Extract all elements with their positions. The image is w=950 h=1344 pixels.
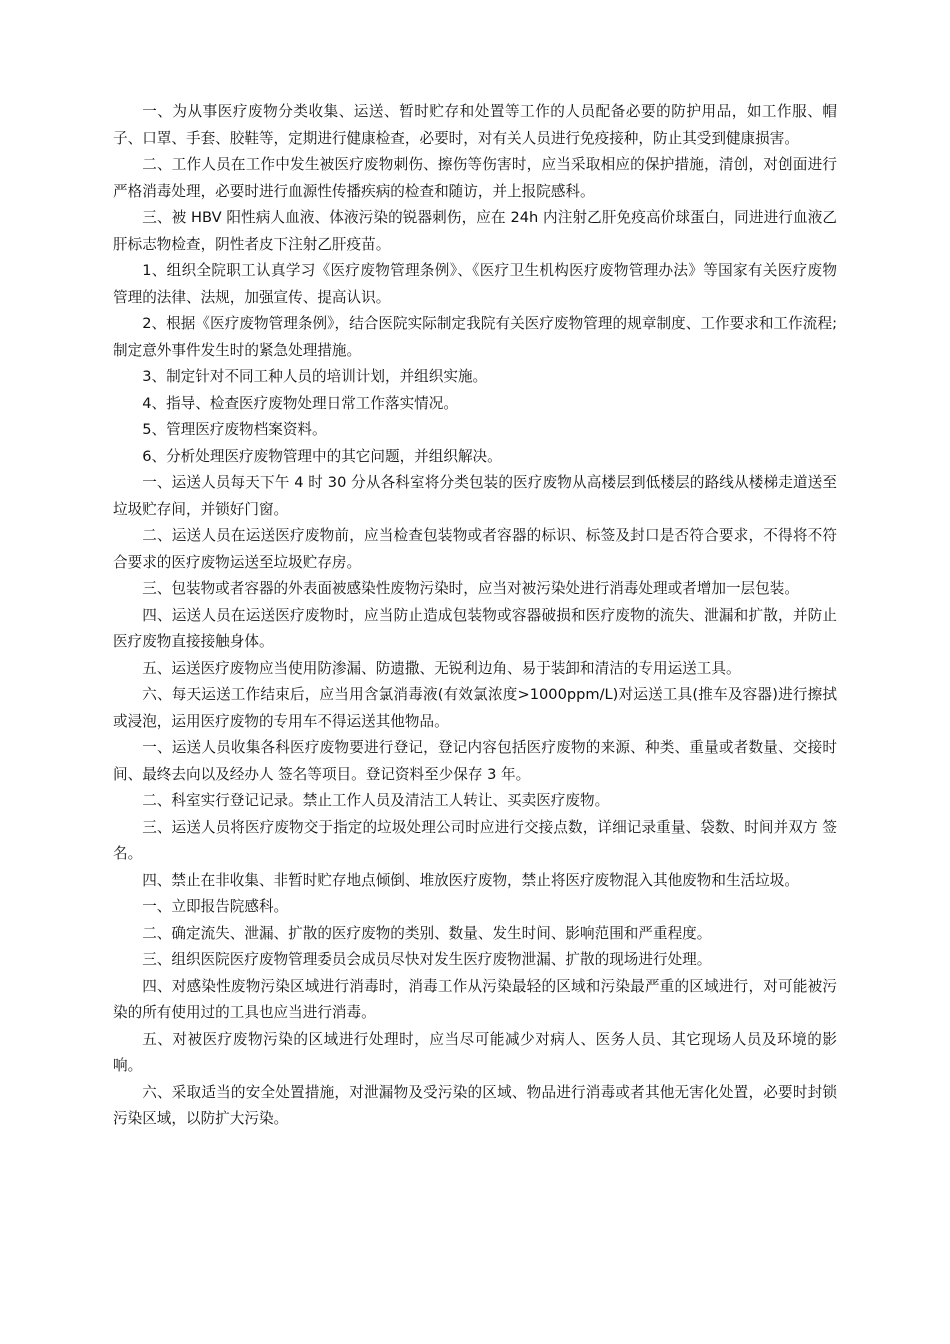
- paragraph: 二、确定流失、泄漏、扩散的医疗废物的类别、数量、发生时间、影响范围和严重程度。: [142, 924, 712, 942]
- paragraph: 三、被 HBV 阳性病人血液、体液污染的锐器刺伤，应在 24h 内注射乙肝免疫高价球蛋白，同进进行血液乙肝标志物检查，阴性者皮下注射乙肝疫苗。: [113, 209, 837, 253]
- paragraph: 六、采取适当的安全处置措施，对泄漏物及受污染的区域、物品进行消毒或者其他无害化处置，必要时封锁污染区域，以防扩大污染。: [113, 1083, 837, 1127]
- paragraph: 2、根据《医疗废物管理条例》，结合医院实际制定我院有关医疗废物管理的规章制度、工作要求和工作流程;制定意外事件发生时的紧急处理措施。: [113, 315, 837, 359]
- paragraph: 六、每天运送工作结束后，应当用含氯消毒液(有效氯浓度>1000ppm/L)对运送工具(推车及容器)进行擦拭或浸泡，运用医疗废物的专用车不得运送其他物品。: [113, 686, 837, 730]
- paragraph: 一、运送人员收集各科医疗废物要进行登记，登记内容包括医疗废物的来源、种类、重量或者数量、交接时间、最终去向以及经办人 签名等项目。登记资料至少保存 3 年。: [113, 739, 837, 783]
- paragraph: 三、运送人员将医疗废物交于指定的垃圾处理公司时应进行交接点数，详细记录重量、袋数、时间并双方 签名。: [113, 818, 837, 862]
- paragraph: 二、工作人员在工作中发生被医疗废物刺伤、擦伤等伤害时，应当采取相应的保护措施，清创，对创面进行严格消毒处理，必要时进行血源性传播疾病的检查和随访，并上报院感科。: [113, 156, 837, 200]
- paragraph: 5、管理医疗废物档案资料。: [142, 421, 327, 438]
- paragraph: 三、组织医院医疗废物管理委员会成员尽快对发生医疗废物泄漏、扩散的现场进行处理。: [142, 951, 712, 968]
- paragraph: 3、制定针对不同工种人员的培训计划，并组织实施。: [142, 368, 488, 385]
- paragraph: 四、对感染性废物污染区域进行消毒时，消毒工作从污染最轻的区域和污染最严重的区域进行，对可能被污染的所有使用过的工具也应当进行消毒。: [113, 977, 837, 1021]
- paragraph: 二、科室实行登记记录。禁止工作人员及清洁工人转让、买卖医疗废物。: [142, 792, 610, 809]
- paragraph: 四、运送人员在运送医疗废物时，应当防止造成包装物或容器破损和医疗废物的流失、泄漏和扩散，并防止医疗废物直接接触身体。: [113, 606, 837, 650]
- paragraph: 五、对被医疗废物污染的区域进行处理时，应当尽可能减少对病人、医务人员、其它现场人员及环境的影响。: [113, 1030, 837, 1074]
- paragraph: 二、运送人员在运送医疗废物前，应当检查包装物或者容器的标识、标签及封口是否符合要求，不得将不符合要求的医疗废物运送至垃圾贮存房。: [113, 527, 837, 571]
- paragraph: 一、运送人员每天下午 4 时 30 分从各科室将分类包装的医疗废物从高楼层到低楼层的路线从楼梯走道送至垃圾贮存间，并锁好门窗。: [113, 474, 837, 518]
- paragraph: 6、分析处理医疗废物管理中的其它问题，并组织解决。: [142, 447, 502, 465]
- document-body: [113, 99, 837, 1133]
- paragraph: 一、立即报告院感科。: [142, 898, 289, 915]
- paragraph: 三、包装物或者容器的外表面被感染性废物污染时，应当对被污染处进行消毒处理或者增加一层包装。: [142, 580, 799, 597]
- paragraph: 四、禁止在非收集、非暂时贮存地点倾倒、堆放医疗废物，禁止将医疗废物混入其他废物和生活垃圾。: [142, 871, 799, 889]
- paragraph: 1、组织全院职工认真学习《医疗废物管理条例》、《医疗卫生机构医疗废物管理办法》等国家有关医疗废物管理的法律、法规，加强宣传、提高认识。: [113, 262, 837, 306]
- paragraph: 一、为从事医疗废物分类收集、运送、暂时贮存和处置等工作的人员配备必要的防护用品，如工作服、帽子、口罩、手套、胶鞋等，定期进行健康检查，必要时，对有关人员进行免疫接种，防止其受到健康损害。: [113, 103, 837, 147]
- paragraph: 4、指导、检查医疗废物处理日常工作落实情况。: [142, 394, 458, 412]
- paragraph: 五、运送医疗废物应当使用防渗漏、防遗撒、无锐利边角、易于装卸和清洁的专用运送工具。: [142, 659, 741, 677]
